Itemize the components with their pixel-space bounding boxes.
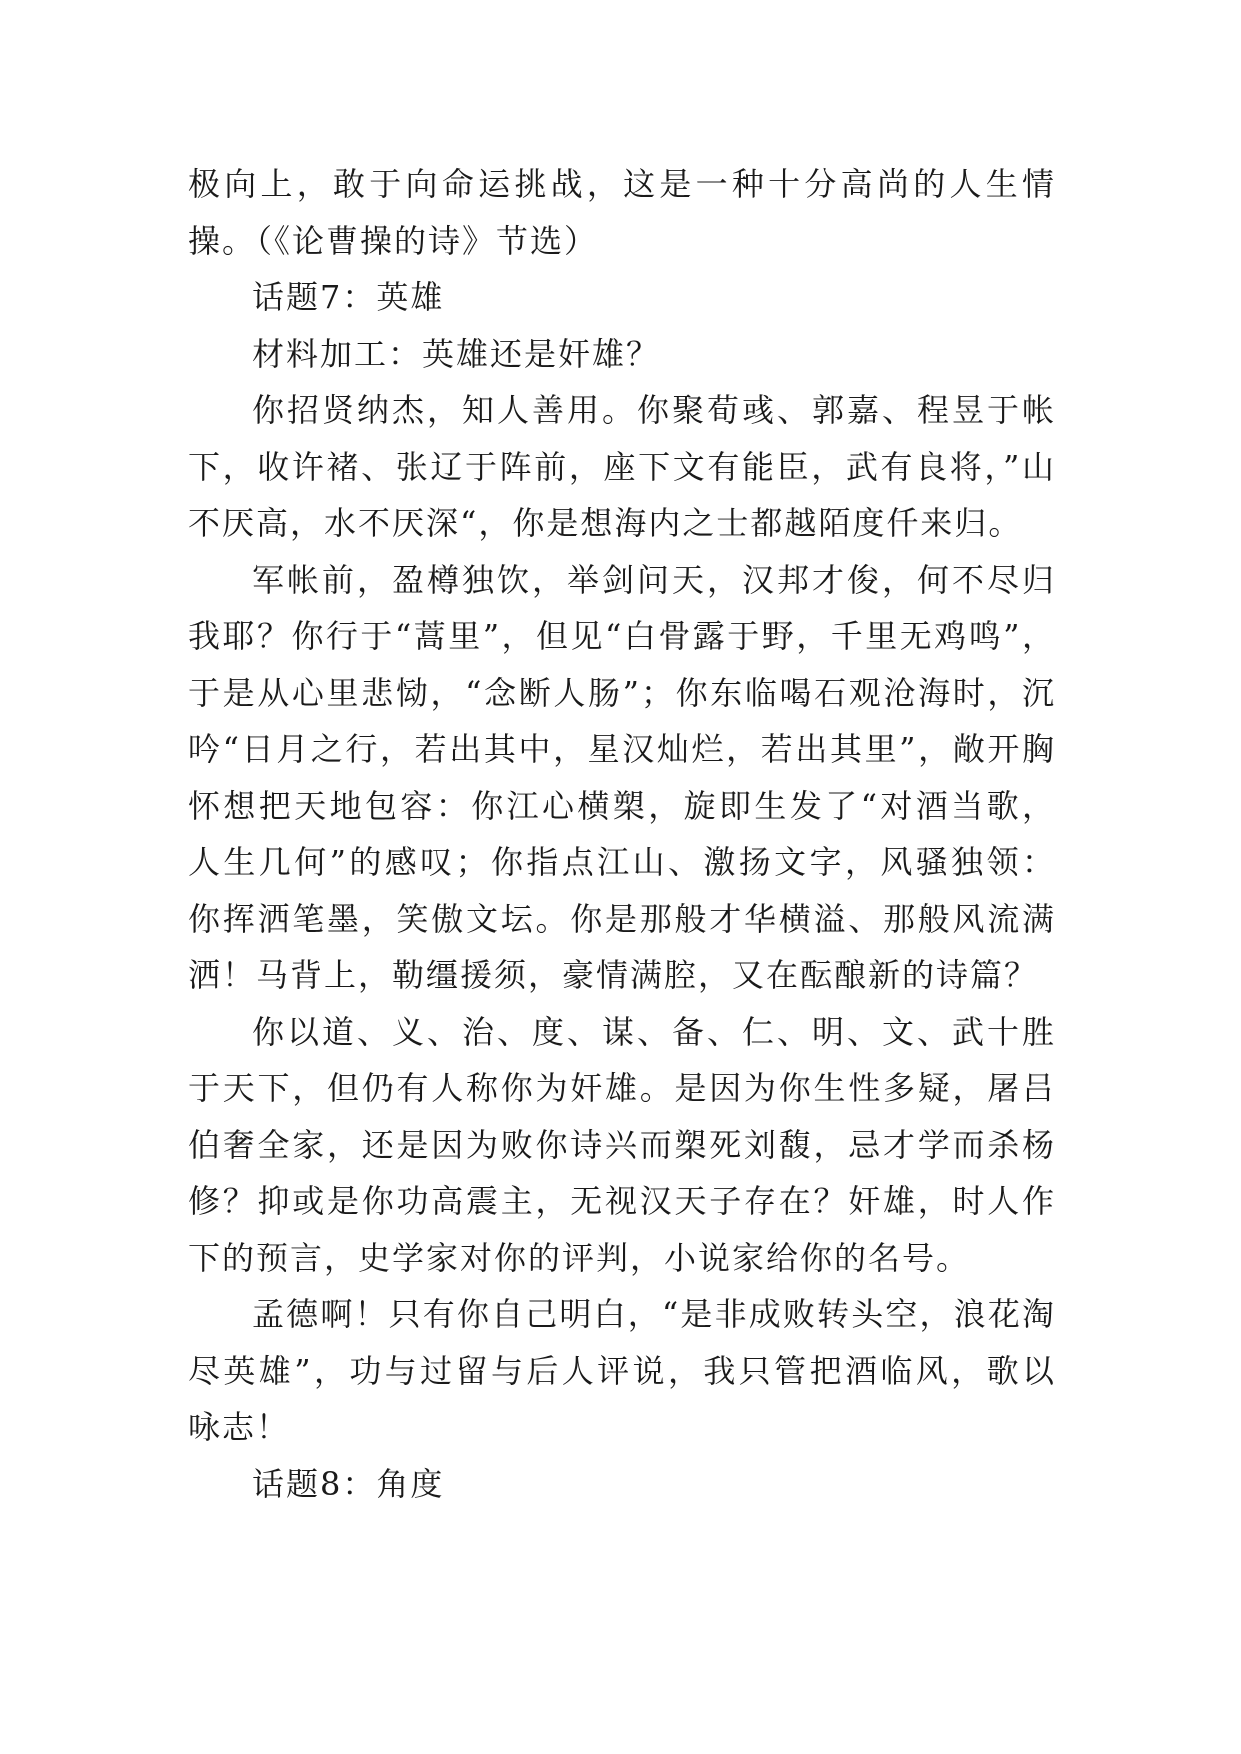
topic-heading-8: 话题8：角度 [252,1464,445,1503]
material-heading: 材料加工：英雄还是奸雄？ [252,334,661,373]
paragraph-villain: 你以道、义、治、度、谋、备、仁、明、文、武十胜于天下，但仍有人称你为奸雄。是因为你生性多疑，屠吕伯奢全家，还是因为败你诗兴而槊死刘馥，忌才学而杀杨修？抑或是你功高震主，无视汉天子存在？奸雄，时人作下的预言，史学家对你的评判，小说家给你的名号。 [188,1012,1056,1277]
paragraph-mengde: 孟德啊！只有你自己明白，“是非成败转头空，浪花淘尽英雄”，功与过留与后人评说，我只管把酒临风，歌以咏志！ [188,1295,1056,1446]
paragraph-poetry: 军帐前，盈樽独饮，举剑问天，汉邦才俊，何不尽归我耶？你行于“蒿里”，但见“白骨露于野，千里无鸡鸣”，于是从心里悲恸，“念断人肠”；你东临喝石观沧海时，沉吟“日月之行，若出其中，星汉灿烂，若出其里”，敞开胸怀想把天地包容：你江心横槊，旋即生发了“对酒当歌，人生几何”的感叹；你指点江山、激扬文字，风骚独领：你挥洒笔墨，笑傲文坛。你是那般才华横溢、那般风流满洒！马背上，勒缰援须，豪情满腔，又在酝酿新的诗篇？ [188,560,1056,994]
topic-heading-7: 话题7：英雄 [252,278,445,316]
paragraph-talent: 你招贤纳杰，知人善用。你聚荀彧、郭嘉、程昱于帐下，收许褚、张辽于阵前，座下文有能臣，武有良将，”山不厌高，水不厌深“，你是想海内之士都越陌度仟来归。 [188,391,1056,542]
paragraph-continuation: 极向上，敢于向命运挑战，这是一种十分高尚的人生情操。（《论曹操的诗》节选） [188,165,1056,260]
body-text [188,156,1056,1512]
